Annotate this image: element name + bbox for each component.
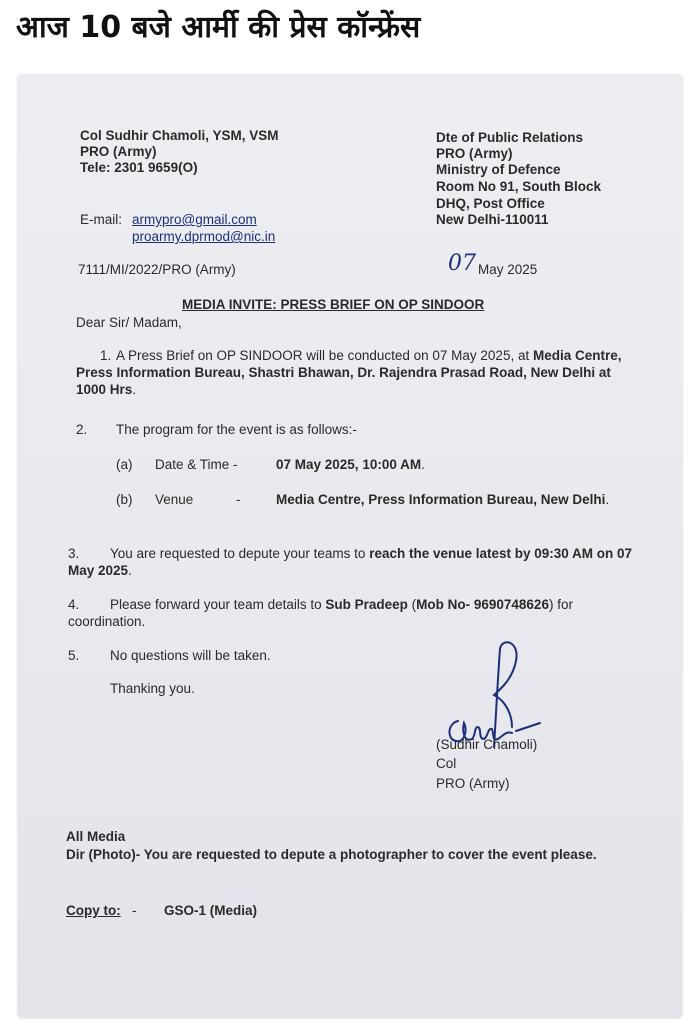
para-3-end: . <box>128 563 132 578</box>
distribution-title: All Media <box>66 829 126 844</box>
para-1-end: . <box>132 382 137 397</box>
copy-to-dash: - <box>132 903 137 918</box>
para-1-text: A Press Brief on OP SINDOOR will be conducted on 07 May 2025, at <box>116 348 533 363</box>
signatory-role: PRO (Army) <box>436 776 510 791</box>
copy-to-value: GSO-1 (Media) <box>164 903 258 918</box>
item-b-label: (b) <box>116 492 133 507</box>
item-a-value-text: 07 May 2025, 10:00 AM <box>276 457 422 472</box>
para-3 <box>68 545 642 579</box>
para-4-mobile: Mob No- 9690748626 <box>416 597 549 612</box>
item-a-key: Date & Time - <box>155 457 238 472</box>
salutation: Dear Sir/ Madam, <box>76 315 182 330</box>
para-3-text: You are requested to depute your teams to <box>110 546 370 561</box>
para-1-number: 1. <box>100 348 112 363</box>
para-4-paren: ( <box>407 597 417 612</box>
signatory-rank: Col <box>436 756 457 771</box>
letter-document <box>18 75 682 1018</box>
address-line-1: Dte of Public Relations <box>436 130 584 145</box>
para-2-number: 2. <box>76 422 88 437</box>
para-5-number: 5. <box>68 648 80 663</box>
para-1-venue: Media Centre, Press Information Bureau, Shastri Bhawan, Dr. Rajendra Prasad Road, New Delhi at 1000 Hrs <box>76 348 622 397</box>
sender-tele: Tele: 2301 9659(O) <box>80 160 198 175</box>
para-1 <box>76 347 638 398</box>
address-line-6: New Delhi-110011 <box>436 212 549 227</box>
email-label: E-mail: <box>80 212 123 227</box>
email-link-1[interactable]: armypro@gmail.com <box>132 212 257 227</box>
para-4-contact: Sub Pradeep <box>325 597 408 612</box>
distribution-text: Dir (Photo)- You are requested to depute a photographer to cover the event please. <box>66 847 597 862</box>
address-line-2: PRO (Army) <box>436 146 513 161</box>
sender-role: PRO (Army) <box>80 144 157 159</box>
printed-date: May 2025 <box>478 262 538 277</box>
page-headline: आज 10 बजे आर्मी की प्रेस कॉन्फ्रेंस <box>16 10 421 45</box>
item-a-value <box>276 456 425 473</box>
para-4-text: Please forward your team details to <box>110 597 326 612</box>
item-a-value-end: . <box>421 457 425 472</box>
para-3-number: 3. <box>68 546 80 561</box>
address-line-3: Ministry of Defence <box>436 162 561 177</box>
sender-name: Col Sudhir Chamoli, YSM, VSM <box>80 128 279 143</box>
copy-to-label: Copy to: <box>66 903 121 918</box>
para-2-text: The program for the event is as follows:- <box>116 422 357 437</box>
para-5-text: No questions will be taken. <box>110 648 271 663</box>
handwritten-date: 07 <box>448 251 476 276</box>
address-line-5: DHQ, Post Office <box>436 196 545 211</box>
email-link-2[interactable]: proarmy.dprmod@nic.in <box>132 229 276 244</box>
item-b-key: Venue <box>155 492 194 507</box>
closing: Thanking you. <box>110 681 195 696</box>
signatory-name: (Sudhir Chamoli) <box>436 737 538 752</box>
item-b-value <box>276 491 640 508</box>
item-b-value-text: Media Centre, Press Information Bureau, New Delhi <box>276 492 606 507</box>
para-4 <box>68 596 642 630</box>
item-b-value-end: . <box>605 492 610 507</box>
address-line-4: Room No 91, South Block <box>436 179 602 194</box>
reference-number: 7111/MI/2022/PRO (Army) <box>78 262 236 277</box>
para-4-number: 4. <box>68 597 80 612</box>
para-4-end: ) for coordination. <box>68 597 573 629</box>
item-b-dash: - <box>236 492 241 507</box>
subject-line: MEDIA INVITE: PRESS BRIEF ON OP SINDOOR <box>182 297 485 312</box>
item-a-label: (a) <box>116 457 133 472</box>
para-3-deadline: reach the venue latest by 09:30 AM on 07 May 2025 <box>68 546 633 578</box>
